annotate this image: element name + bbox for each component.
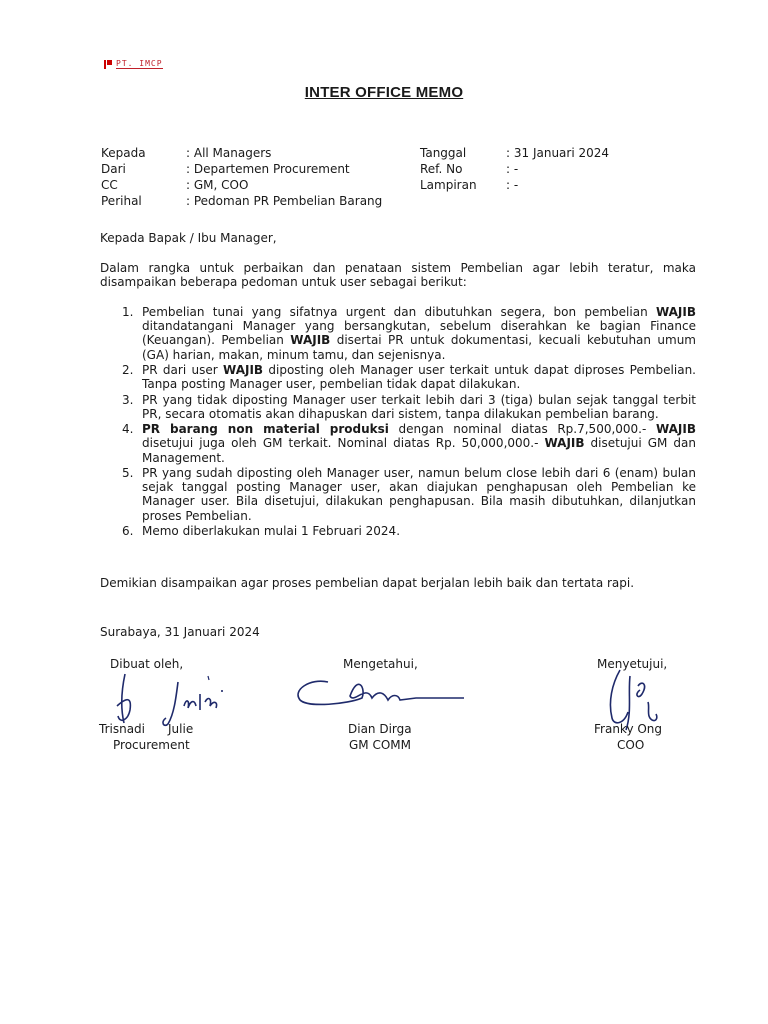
logo-flag-icon	[104, 60, 112, 69]
rule-emphasis: WAJIB	[223, 363, 264, 377]
header-value-perihal: : Pedoman PR Pembelian Barang	[186, 194, 383, 208]
signatory-name-dian-dirga: Dian Dirga	[348, 722, 412, 736]
signature-julie-image	[150, 672, 250, 732]
rule-number: 2.	[122, 363, 134, 377]
company-logo	[104, 59, 163, 69]
rule-text: disetujui GM dan Management.	[142, 436, 696, 465]
rule-text: Memo diberlakukan mulai 1 Februari 2024.	[142, 523, 401, 538]
place-date: Surabaya, 31 Januari 2024	[100, 625, 260, 639]
header-value-cc: : GM, COO	[186, 178, 249, 192]
rule-item	[100, 466, 696, 523]
signatory-name-julie: Julie	[168, 722, 194, 736]
rule-text: ditandatangani Manager yang bersangkutan, sebelum diserahkan ke bagian Finance (Keuangan). Pembelian	[142, 319, 696, 348]
signature-heading-known-by: Mengetahui,	[343, 657, 418, 671]
header-label-cc: CC	[101, 178, 118, 192]
salutation: Kepada Bapak / Ibu Manager,	[100, 231, 277, 245]
header-value-dari: : Departemen Procurement	[186, 162, 350, 176]
rule-item	[100, 393, 696, 421]
closing-paragraph: Demikian disampaikan agar proses pembelian dapat berjalan lebih baik dan tertata rapi.	[100, 576, 635, 590]
signatory-name-trisnadi: Trisnadi	[99, 722, 145, 736]
rule-item	[100, 422, 696, 465]
header-value-lampiran: : -	[506, 178, 519, 192]
rule-item	[100, 305, 696, 362]
header-value-tanggal: : 31 Januari 2024	[506, 146, 610, 160]
header-label-ref-no: Ref. No	[420, 162, 463, 176]
rule-emphasis: WAJIB	[655, 422, 696, 437]
rule-emphasis: WAJIB	[655, 305, 696, 319]
header-value-kepada: : All Managers	[186, 146, 272, 160]
header-label-lampiran: Lampiran	[420, 178, 477, 192]
rule-text: disertai PR untuk dokumentasi, kecuali kebutuhan umum (GA) harian, makan, minum tamu, dan sejenisnya.	[142, 333, 696, 362]
signatory-role-coo: COO	[617, 738, 645, 752]
header-value-ref-no: : -	[506, 162, 519, 176]
signatory-name-franky-ong: Franky Ong	[594, 722, 663, 736]
rule-text: diposting oleh Manager user terkait untuk dapat diproses Pembelian. Tanpa posting Manager user, pembelian tidak dapat dilakukan.	[142, 363, 696, 392]
signature-heading-approved-by: Menyetujui,	[597, 657, 668, 671]
rule-text: disetujui juga oleh GM terkait. Nominal diatas Rp. 50,000,000.-	[142, 436, 545, 451]
rule-text: dengan nominal diatas Rp.7,500,000.-	[388, 422, 656, 437]
header-label-perihal: Perihal	[101, 194, 142, 208]
company-logo-text: PT. IMCP	[116, 59, 163, 68]
rules-list	[100, 305, 696, 539]
rule-emphasis: WAJIB	[290, 333, 331, 348]
rule-number: 3.	[122, 392, 134, 407]
rule-emphasis: WAJIB	[544, 436, 585, 451]
header-label-kepada: Kepada	[101, 146, 146, 160]
rule-text: Pembelian tunai yang sifatnya urgent dan dibutuhkan segera, bon pembelian	[142, 305, 656, 319]
rule-text: PR yang sudah diposting oleh Manager user, namun belum close lebih dari 6 (enam) bulan sejak tanggal posting Manager user, akan diajukan penghapusan oleh Pembelian ke Manager user. Bila disetujui, dilakukan penghapusan. Bila masih dibutuhkan, dilanjutkan proses Pembelian.	[142, 465, 696, 523]
memo-title: INTER OFFICE MEMO	[304, 84, 464, 101]
rule-item	[100, 363, 696, 391]
rule-item	[100, 524, 696, 538]
signatory-role-gm-comm: GM COMM	[349, 738, 411, 752]
rule-number: 1.	[122, 305, 134, 319]
rule-number: 4.	[122, 422, 134, 437]
signature-dian-dirga-image	[288, 668, 468, 720]
rule-number: 5.	[122, 465, 134, 480]
intro-paragraph: Dalam rangka untuk perbaikan dan penataan sistem Pembelian agar lebih teratur, maka disampaikan beberapa pedoman untuk user sebagai berikut:	[100, 261, 696, 290]
signatory-role-procurement: Procurement	[113, 738, 190, 752]
signature-heading-made-by: Dibuat oleh,	[110, 657, 184, 671]
rule-emphasis: PR barang non material produksi	[142, 422, 389, 437]
header-label-dari: Dari	[101, 162, 126, 176]
header-label-tanggal: Tanggal	[420, 146, 467, 160]
rule-text: PR dari user	[142, 363, 223, 377]
rule-number: 6.	[122, 523, 134, 538]
rule-text: PR yang tidak diposting Manager user terkait lebih dari 3 (tiga) bulan sejak tanggal terbit PR, secara otomatis akan dihapuskan dari sistem, tanpa dilakukan pembelian barang.	[142, 392, 696, 421]
